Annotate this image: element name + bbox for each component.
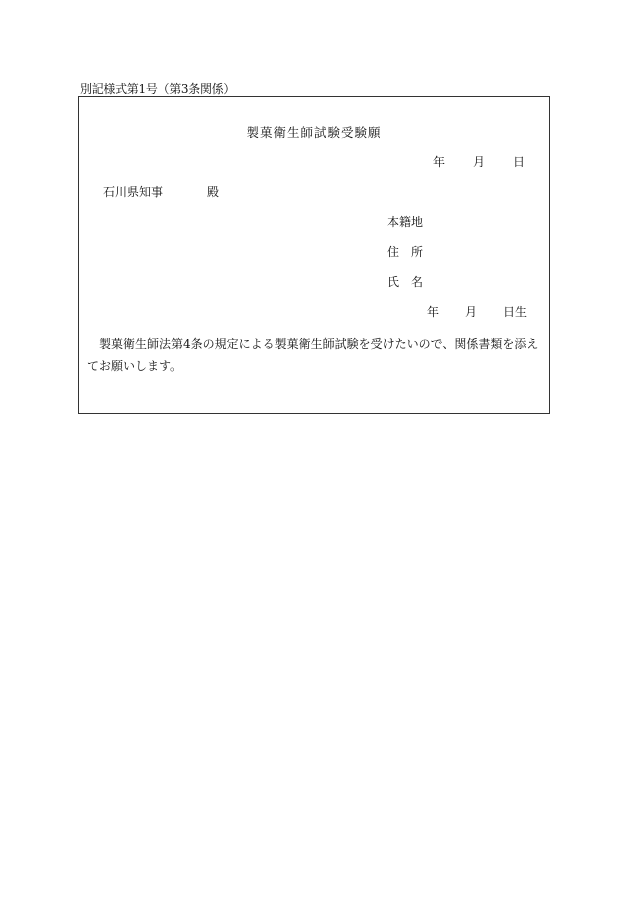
address-field: [387, 243, 423, 260]
name-field: [387, 273, 423, 290]
addressee: [103, 183, 219, 200]
addressee-honorific: 殿: [207, 185, 220, 199]
address-label-2: 所: [411, 245, 424, 259]
form-title: 製菓衛生師試験受験願: [246, 125, 382, 140]
birth-day-label: 日生: [502, 305, 527, 319]
addressee-name: 石川県知事: [103, 185, 164, 199]
form-label: 別記様式第1号（第3条関係）: [80, 82, 236, 96]
submission-date: [433, 153, 525, 170]
name-label-2: 名: [411, 275, 424, 289]
date-day-label: 日: [512, 155, 525, 169]
date-year-label: 年: [432, 155, 445, 169]
name-label-1: 氏: [387, 275, 400, 289]
birth-date: [427, 303, 527, 320]
birth-year-label: 年: [426, 305, 439, 319]
domicile-label: 本籍地: [387, 215, 424, 229]
address-label-1: 住: [387, 245, 400, 259]
application-form-box: [78, 96, 550, 414]
date-month-label: 月: [472, 155, 485, 169]
domicile-field: [387, 213, 423, 230]
application-statement: 製菓衛生師法第4条の規定による製菓衛生師試験を受けたいので、関係書類を添えてお願いします。: [87, 337, 539, 373]
birth-month-label: 月: [464, 305, 477, 319]
